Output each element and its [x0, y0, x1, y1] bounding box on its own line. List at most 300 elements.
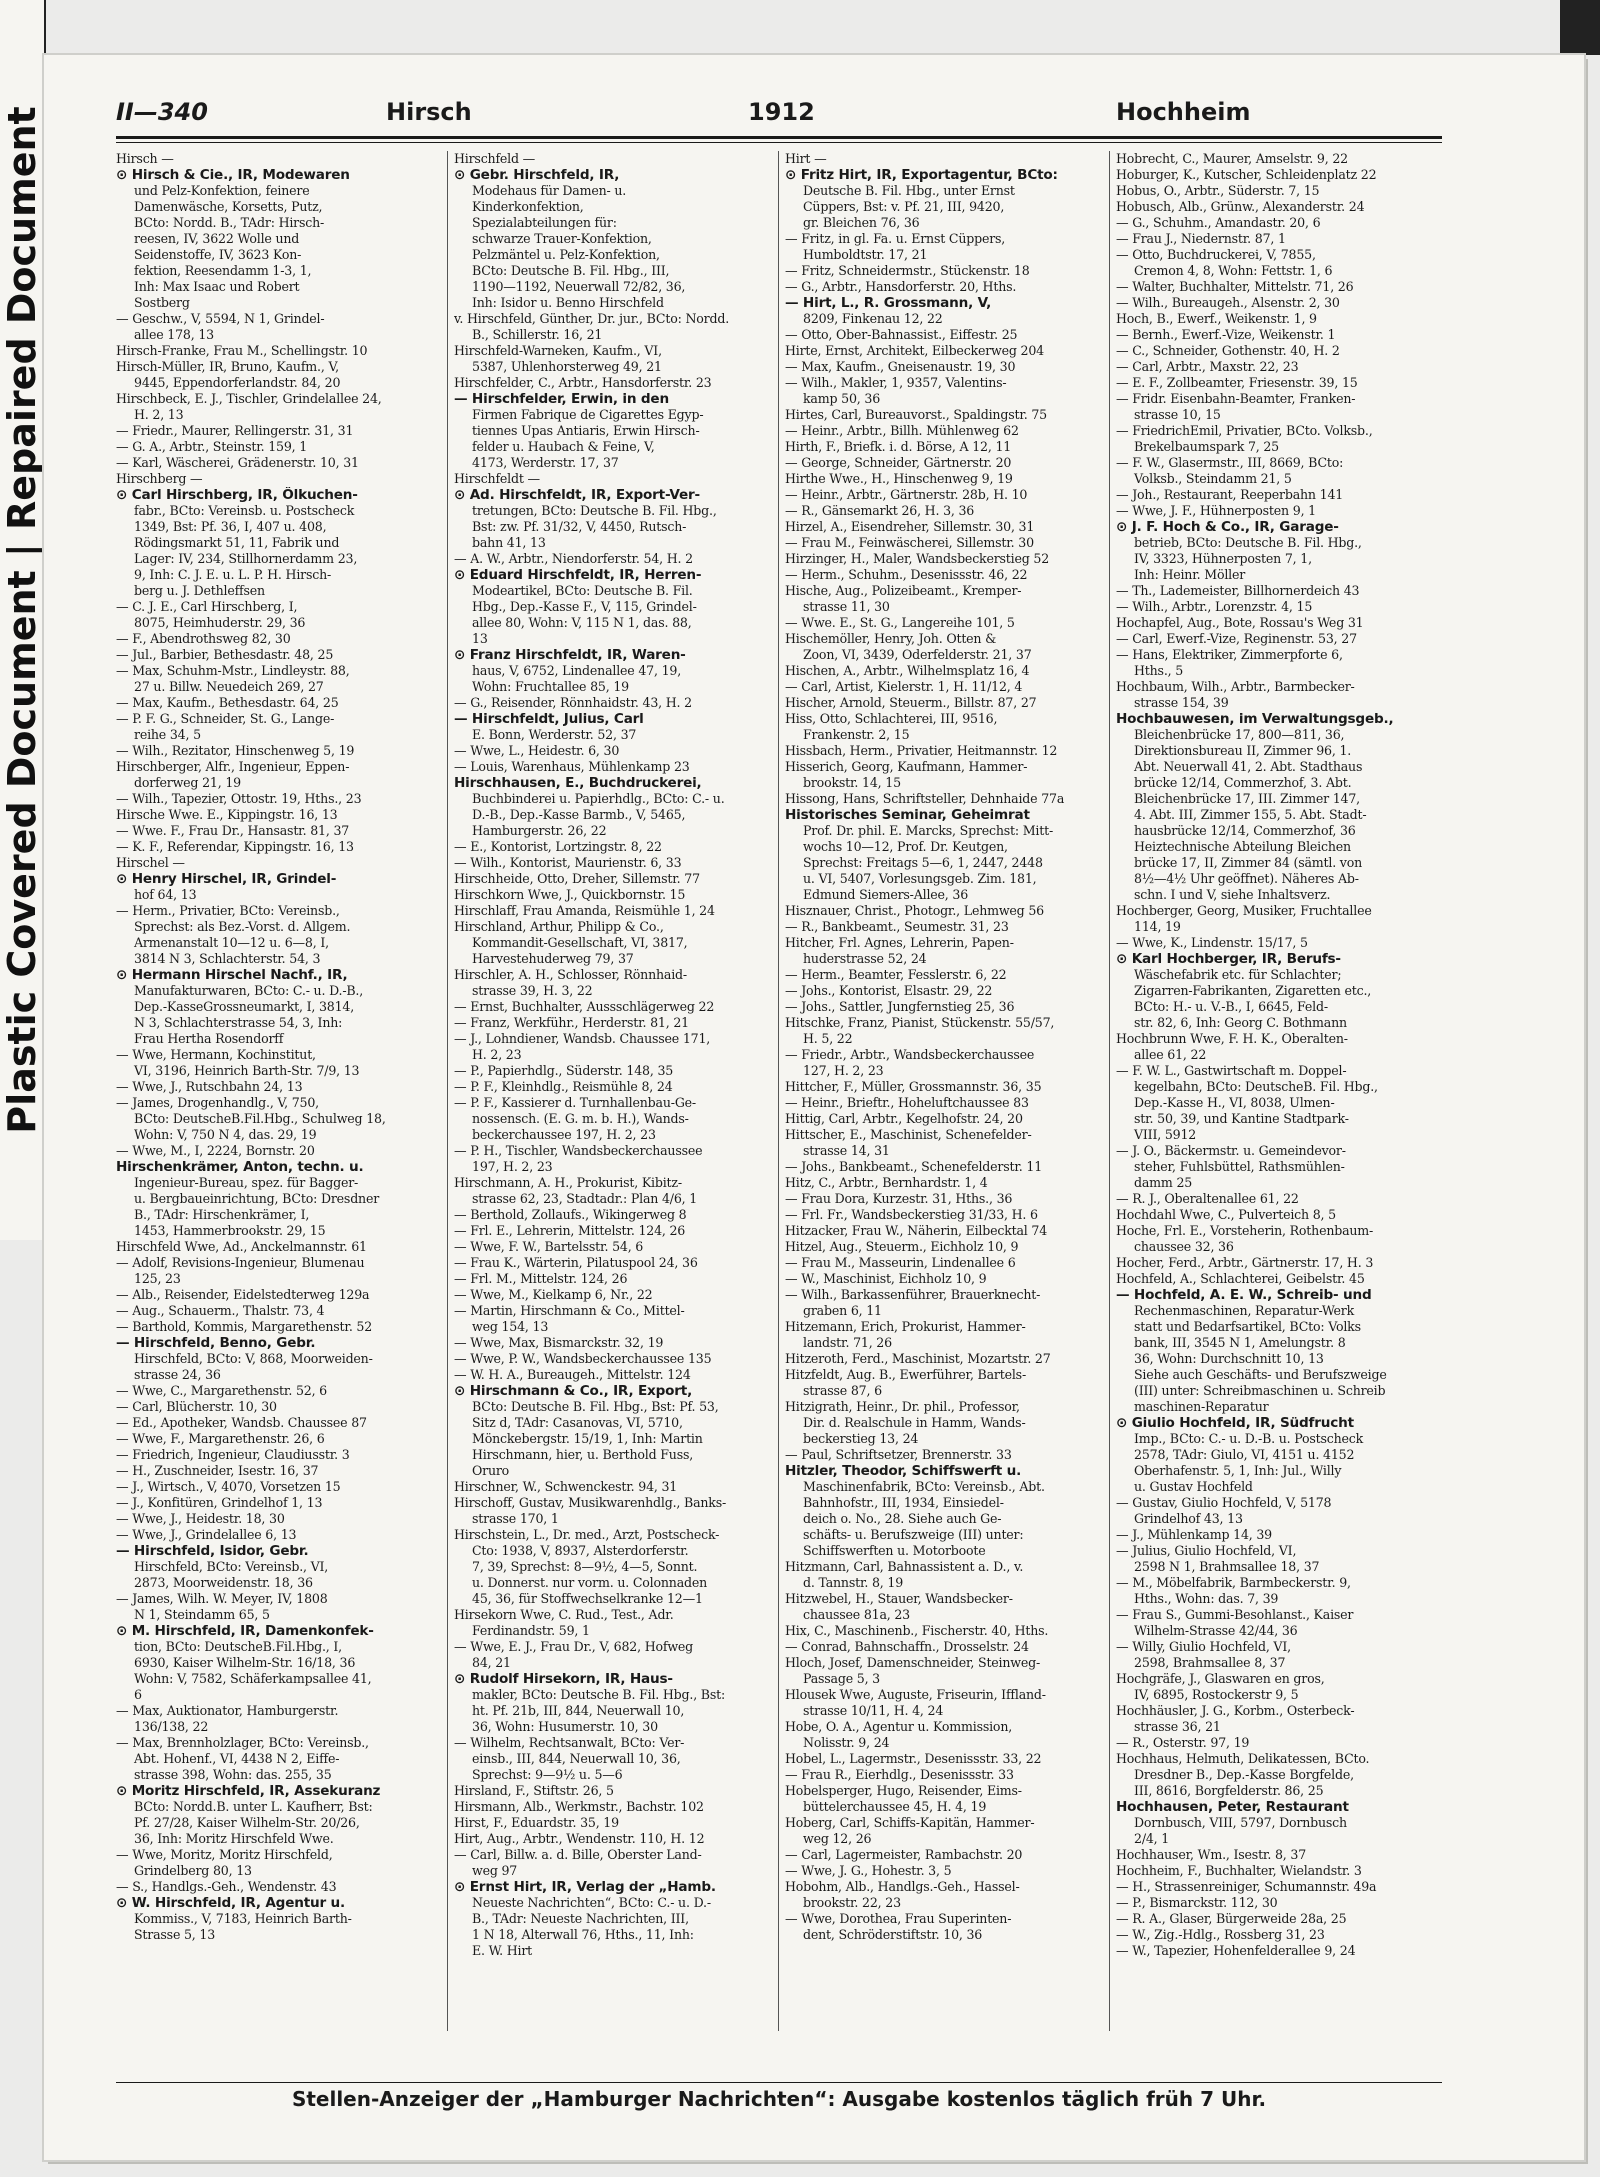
directory-entry-line: Hochhaus, Helmuth, Delikatessen, BCto. [1116, 1751, 1370, 1766]
directory-entry-line: strasse 39, H. 3, 22 [472, 983, 593, 998]
directory-entry-line: — Wwe, M., Kielkamp 6, Nr., 22 [454, 1287, 653, 1302]
directory-entry-line: — Max, Auktionator, Hamburgerstr. [116, 1703, 339, 1718]
directory-entry-line: — Bernh., Ewerf.-Vize, Weikenstr. 1 [1116, 327, 1336, 342]
directory-entry-line: nossensch. (E. G. m. b. H.), Wands- [472, 1111, 689, 1126]
directory-entry-line: — W., Maschinist, Eichholz 10, 9 [785, 1271, 987, 1286]
directory-entry-line: — W., Zig.-Hdlg., Rossberg 31, 23 [1116, 1927, 1325, 1942]
directory-entry-line: 8209, Finkenau 12, 22 [803, 311, 943, 326]
directory-entry-line: D.-B., Dep.-Kasse Barmb., V, 5465, [472, 807, 686, 822]
directory-entry-line: Hirzinger, H., Maler, Wandsbeckerstieg 52 [785, 551, 1050, 566]
directory-entry-line: Dresdner B., Dep.-Kasse Borgfelde, [1134, 1767, 1354, 1782]
directory-entry-line: Cremon 4, 8, Wohn: Fettstr. 1, 6 [1134, 263, 1333, 278]
directory-entry-line: ⊙ Gebr. Hirschfeld, IR, [454, 167, 620, 183]
directory-entry-line: 8½—4½ Uhr geöffnet). Näheres Ab- [1134, 871, 1359, 886]
directory-entry-line: strasse 24, 36 [134, 1367, 221, 1382]
directory-entry-line: — Wwe, M., I, 2224, Bornstr. 20 [116, 1143, 315, 1158]
directory-entry-line: strasse 14, 31 [803, 1143, 890, 1158]
directory-entry-line: 4. Abt. III, Zimmer 155, 5. Abt. Stadt- [1134, 807, 1367, 822]
directory-entry-line: Brekelbaumspark 7, 25 [1134, 439, 1279, 454]
directory-entry-line: — Heinr., Brieftr., Hoheluftchaussee 83 [785, 1095, 1029, 1110]
directory-entry-line: Hitzler, Theodor, Schiffswerft u. [785, 1463, 1022, 1479]
directory-entry-line: Hirsche Wwe. E., Kippingstr. 16, 13 [116, 807, 338, 822]
directory-entry-line: Hitzigrath, Heinr., Dr. phil., Professor, [785, 1399, 1020, 1414]
directory-entry-line: Hirschoff, Gustav, Musikwarenhdlg., Banks- [454, 1495, 727, 1510]
directory-entry-line: 114, 19 [1134, 919, 1181, 934]
directory-entry-line: Hirschlaff, Frau Amanda, Reismühle 1, 24 [454, 903, 715, 918]
directory-entry-line: Hix, C., Maschinenb., Fischerstr. 40, Hths. [785, 1623, 1049, 1638]
scan-corner [1560, 0, 1600, 55]
directory-entry-line: Edmund Siemers-Allee, 36 [803, 887, 969, 902]
directory-entry-line: — Frau K., Wärterin, Pilatuspool 24, 36 [454, 1255, 698, 1270]
directory-entry-line: — Karl, Wäscherei, Grädenerstr. 10, 31 [116, 455, 359, 470]
directory-entry-line: Hitzeroth, Ferd., Maschinist, Mozartstr. 27 [785, 1351, 1051, 1366]
directory-entry-line: 1349, Bst: Pf. 36, I, 407 u. 408, [134, 519, 327, 534]
directory-entry-line: — Ernst, Buchhalter, Aussschlägerweg 22 [454, 999, 715, 1014]
directory-entry-line: Hirschmann, A. H., Prokurist, Kibitz- [454, 1175, 682, 1190]
directory-entry-line: 2873, Moorweidenstr. 18, 36 [134, 1575, 313, 1590]
directory-entry-line: Mönckebergstr. 15/19, 1, Inh: Martin [472, 1431, 703, 1446]
directory-entry-line: strasse 170, 1 [472, 1511, 559, 1526]
directory-entry-line: — Jul., Barbier, Bethesdastr. 48, 25 [116, 647, 334, 662]
directory-entry-line: — W., Tapezier, Hohenfelderallee 9, 24 [1116, 1943, 1356, 1958]
directory-entry-line: schn. I und V, siehe Inhaltsverz. [1134, 887, 1331, 902]
directory-entry-line: ⊙ Hirschmann & Co., IR, Export, [454, 1383, 693, 1399]
directory-entry-line: huderstrasse 52, 24 [803, 951, 927, 966]
directory-entry-line: strasse 10, 15 [1134, 407, 1221, 422]
directory-entry-line: — Hirschfeld, Isidor, Gebr. [116, 1543, 309, 1559]
directory-entry-line: d. Tannstr. 8, 19 [803, 1575, 904, 1590]
directory-entry-line: Hirschfeld-Warneken, Kaufm., VI, [454, 343, 662, 358]
directory-entry-line: ⊙ Franz Hirschfeldt, IR, Waren- [454, 647, 686, 663]
directory-entry-line: Hochhäusler, J. G., Korbm., Osterbeck- [1116, 1703, 1355, 1718]
directory-entry-line: Hirth, F., Briefk. i. d. Börse, A 12, 11 [785, 439, 1012, 454]
directory-entry-line: 2/4, 1 [1134, 1831, 1170, 1846]
directory-entry-line: ⊙ Fritz Hirt, IR, Exportagentur, BCto: [785, 167, 1058, 183]
directory-entry-line: Hirthe Wwe., H., Hinschenweg 9, 19 [785, 471, 1013, 486]
directory-entry-line: Hitzel, Aug., Steuerm., Eichholz 10, 9 [785, 1239, 1019, 1254]
directory-entry-line: BCto: Nordd.B. unter L. Kaufherr, Bst: [134, 1799, 373, 1814]
directory-entry-line: — Wwe, J., Rutschbahn 24, 13 [116, 1079, 303, 1094]
directory-entry-line: Wohn: Fruchtallee 85, 19 [472, 679, 629, 694]
footer-advertisement: Stellen-Anzeiger der „Hamburger Nachrichten“: Ausgabe kostenlos täglich früh 7 Uhr. [116, 2082, 1442, 2112]
directory-entry-line: Cüppers, Bst: v. Pf. 21, III, 9420, [803, 199, 1005, 214]
directory-entry-line: — M., Möbelfabrik, Barmbeckerstr. 9, [1116, 1575, 1351, 1590]
directory-entry-line: — Hirschfeldt, Julius, Carl [454, 711, 644, 727]
directory-entry-line: ⊙ Ernst Hirt, IR, Verlag der „Hamb. [454, 1879, 716, 1895]
directory-entry-line: Hochberger, Georg, Musiker, Fruchtallee [1116, 903, 1372, 918]
directory-entry-line: und Pelz-Konfektion, feinere [134, 183, 310, 198]
header-rule-thick [116, 136, 1442, 139]
directory-entry-line: — James, Drogenhandlg., V, 750, [116, 1095, 319, 1110]
directory-entry-line: — Wilh., Barkassenführer, Brauerknecht- [785, 1287, 1041, 1302]
directory-entry-line: H. 2, 13 [134, 407, 184, 422]
directory-entry-line: schwarze Trauer-Konfektion, [472, 231, 652, 246]
directory-entry-line: — F. W. L., Gastwirtschaft m. Doppel- [1116, 1063, 1347, 1078]
directory-entry-line: — Wwe, Dorothea, Frau Superinten- [785, 1911, 1012, 1926]
directory-entry-line: 4173, Werderstr. 17, 37 [472, 455, 619, 470]
directory-entry-line: Hirschenkrämer, Anton, techn. u. [116, 1159, 364, 1175]
directory-entry-line: — Wwe, J., Heidestr. 18, 30 [116, 1511, 285, 1526]
directory-entry-line: — H., Strassenreiniger, Schumannstr. 49a [1116, 1879, 1377, 1894]
directory-entry-line: makler, BCto: Deutsche B. Fil. Hbg., Bst: [472, 1687, 726, 1702]
directory-entry-line: Kommiss., V, 7183, Heinrich Barth- [134, 1911, 352, 1926]
directory-entry-line: — Otto, Buchdruckerei, V, 7855, [1116, 247, 1316, 262]
directory-entry-line: — P., Bismarckstr. 112, 30 [1116, 1895, 1278, 1910]
directory-entry-line: strasse 154, 39 [1134, 695, 1229, 710]
directory-entry-line: Hoburger, K., Kutscher, Schleidenplatz 22 [1116, 167, 1377, 182]
directory-entry-line: BCto: DeutscheB.Fil.Hbg., Schulweg 18, [134, 1111, 386, 1126]
directory-entry-line: H. 5, 22 [803, 1031, 853, 1046]
directory-entry-line: — Franz, Werkführ., Herderstr. 81, 21 [454, 1015, 689, 1030]
directory-entry-line: — Frau M., Feinwäscherei, Sillemstr. 30 [785, 535, 1034, 550]
directory-entry-line: strasse 398, Wohn: das. 255, 35 [134, 1767, 332, 1782]
directory-entry-line: Hischemöller, Henry, Joh. Otten & [785, 631, 997, 646]
directory-entry-line: — Wwe, J. F., Hühnerposten 9, 1 [1116, 503, 1316, 518]
directory-entry-line: — Friedrich, Ingenieur, Claudiusstr. 3 [116, 1447, 350, 1462]
directory-entry-line: felder u. Haubach & Feine, V, [472, 439, 655, 454]
directory-entry-line: Hitzacker, Frau W., Näherin, Eilbecktal 74 [785, 1223, 1048, 1238]
directory-entry-line: — Max, Kaufm., Gneisenaustr. 19, 30 [785, 359, 1016, 374]
directory-entry-line: — Wilh., Makler, 1, 9357, Valentins- [785, 375, 1007, 390]
directory-entry-line: 36, Wohn: Husumerstr. 10, 30 [472, 1719, 658, 1734]
directory-entry-line: Hirsch — [116, 151, 174, 166]
directory-entry-line: Inh: Isidor u. Benno Hirschfeld [472, 295, 664, 310]
directory-entry-line: schäfts- u. Berufszweige (III) unter: [803, 1527, 1024, 1542]
directory-entry-line: brücke 12/14, Commerzhof, 3. Abt. [1134, 775, 1352, 790]
directory-entry-line: Hochdahl Wwe, C., Pulverteich 8, 5 [1116, 1207, 1336, 1222]
directory-entry-line: — R., Bankbeamt., Seumestr. 31, 23 [785, 919, 1009, 934]
directory-entry-line: — Wwe, P. W., Wandsbeckerchaussee 135 [454, 1351, 712, 1366]
directory-entry-line: — P. H., Tischler, Wandsbeckerchaussee [454, 1143, 703, 1158]
directory-entry-line: — K. F., Referendar, Kippingstr. 16, 13 [116, 839, 354, 854]
directory-entry-line: damm 25 [1134, 1175, 1193, 1190]
directory-entry-line: — C. J. E., Carl Hirschberg, I, [116, 599, 298, 614]
directory-entry-line: — Walter, Buchhalter, Mittelstr. 71, 26 [1116, 279, 1354, 294]
directory-entry-line: weg 154, 13 [472, 1319, 549, 1334]
directory-entry-line: 5387, Uhlenhorsterweg 49, 21 [472, 359, 662, 374]
directory-entry-line: — Wwe. E., St. G., Langereihe 101, 5 [785, 615, 1015, 630]
directory-entry-line: — Geschw., V, 5594, N 1, Grindel- [116, 311, 325, 326]
directory-entry-line: Hirschbeck, E. J., Tischler, Grindelallee 24, [116, 391, 382, 406]
directory-entry-line: 13 [472, 631, 488, 646]
directory-entry-line: — F. W., Glasermstr., III, 8669, BCto: [1116, 455, 1344, 470]
directory-entry-line: — Gustav, Giulio Hochfeld, V, 5178 [1116, 1495, 1332, 1510]
directory-entry-line: 6930, Kaiser Wilhelm-Str. 16/18, 36 [134, 1655, 356, 1670]
directory-entry-line: — Wwe, E. J., Frau Dr., V, 682, Hofweg [454, 1639, 694, 1654]
directory-entry-line: Hirschfelder, C., Arbtr., Hansdorferstr. 23 [454, 375, 712, 390]
directory-entry-line: — Berthold, Zollaufs., Wikingerweg 8 [454, 1207, 687, 1222]
directory-entry-line: dorferweg 21, 19 [134, 775, 241, 790]
directory-entry-line: tiennes Upas Antiaris, Erwin Hirsch- [472, 423, 700, 438]
directory-entry-line: E. W. Hirt [472, 1943, 533, 1958]
column-4 [1109, 151, 1440, 2031]
directory-entry-line: ⊙ Rudolf Hirsekorn, IR, Haus- [454, 1671, 673, 1687]
directory-entry-line: — Frau M., Masseurin, Lindenallee 6 [785, 1255, 1016, 1270]
directory-entry-line: — Wilh., Bureaugeh., Alsenstr. 2, 30 [1116, 295, 1340, 310]
directory-entry-line: Hirschler, A. H., Schlosser, Rönnhaid- [454, 967, 687, 982]
directory-entry-line: 36, Wohn: Durchschnitt 10, 13 [1134, 1351, 1324, 1366]
directory-entry-line: — G., Schuhm., Amandastr. 20, 6 [1116, 215, 1321, 230]
directory-entry-line: Volksb., Steindamm 21, 5 [1134, 471, 1292, 486]
directory-entry-line: Hitzmann, Carl, Bahnassistent a. D., v. [785, 1559, 1024, 1574]
directory-entry-line: Hirschkorn Wwe, J., Quickbornstr. 15 [454, 887, 686, 902]
directory-entry-line: VIII, 5912 [1134, 1127, 1197, 1142]
directory-entry-line: kegelbahn, BCto: DeutscheB. Fil. Hbg., [1134, 1079, 1378, 1094]
directory-entry-line: — Herm., Beamter, Fesslerstr. 6, 22 [785, 967, 1007, 982]
directory-entry-line: Hochfeld, A., Schlachterei, Geibelstr. 45 [1116, 1271, 1365, 1286]
directory-entry-line: — Wwe, J. G., Hohestr. 3, 5 [785, 1863, 952, 1878]
directory-entry-line: Spezialabteilungen für: [472, 215, 617, 230]
directory-entry-line: Bahnhofstr., III, 1934, Einsiedel- [803, 1495, 1004, 1510]
directory-entry-line: Direktionsbureau II, Zimmer 96, 1. [1134, 743, 1352, 758]
directory-entry-line: dent, Schröderstiftstr. 10, 36 [803, 1927, 983, 1942]
directory-entry-line: strasse 87, 6 [803, 1383, 882, 1398]
directory-entry-line: brücke 17, II, Zimmer 84 (sämtl. von [1134, 855, 1363, 870]
directory-entry-line: — Max, Kaufm., Bethesdastr. 64, 25 [116, 695, 339, 710]
directory-entry-line: — Julius, Giulio Hochfeld, VI, [1116, 1543, 1297, 1558]
directory-entry-line: Damenwäsche, Korsetts, Putz, [134, 199, 323, 214]
directory-entry-line: ⊙ M. Hirschfeld, IR, Damenkonfek- [116, 1623, 374, 1639]
directory-entry-line: — Martin, Hirschmann & Co., Mittel- [454, 1303, 685, 1318]
directory-entry-line: maschinen-Reparatur [1134, 1399, 1269, 1414]
directory-entry-line: 1453, Hammerbrookstr. 29, 15 [134, 1223, 326, 1238]
directory-entry-line: — Carl, Billw. a. d. Bille, Oberster Land- [454, 1847, 702, 1862]
directory-entry-line: Hirsch-Franke, Frau M., Schellingstr. 10 [116, 343, 368, 358]
directory-entry-line: — Frau J., Niedernstr. 87, 1 [1116, 231, 1286, 246]
directory-entry-line: graben 6, 11 [803, 1303, 882, 1318]
directory-entry-line: Kommandit-Gesellschaft, VI, 3817, [472, 935, 688, 950]
directory-entry-line: — Friedr., Arbtr., Wandsbeckerchaussee [785, 1047, 1035, 1062]
directory-entry-line: — Herm., Privatier, BCto: Vereinsb., [116, 903, 340, 918]
directory-entry-line: — Joh., Restaurant, Reeperbahn 141 [1116, 487, 1344, 502]
directory-entry-line: Maschinenfabrik, BCto: Vereinsb., Abt. [803, 1479, 1045, 1494]
directory-entry-line: — FriedrichEmil, Privatier, BCto. Volksb., [1116, 423, 1373, 438]
directory-entry-line: ⊙ Moritz Hirschfeld, IR, Assekuranz [116, 1783, 381, 1799]
directory-page [116, 92, 1442, 2112]
directory-entry-line: str. 50, 39, und Kantine Stadtpark- [1134, 1111, 1349, 1126]
directory-entry-line: — J., Lohndiener, Wandsb. Chaussee 171, [454, 1031, 711, 1046]
directory-entry-line: deich o. No., 28. Siehe auch Ge- [803, 1511, 1002, 1526]
directory-entry-line: Hirte, Ernst, Architekt, Eilbeckerweg 204 [785, 343, 1044, 358]
directory-entry-line: Hirschheide, Otto, Dreher, Sillemstr. 77 [454, 871, 700, 886]
directory-entry-line: B., TAdr: Neueste Nachrichten, III, [472, 1911, 689, 1926]
directory-entry-line: — R., Osterstr. 97, 19 [1116, 1735, 1250, 1750]
directory-entry-line: Zigarren-Fabrikanten, Zigaretten etc., [1134, 983, 1372, 998]
directory-entry-line: Hitcher, Frl. Agnes, Lehrerin, Papen- [785, 935, 1014, 950]
directory-entry-line: — Fritz, Schneidermstr., Stückenstr. 18 [785, 263, 1030, 278]
directory-entry-line: allee 61, 22 [1134, 1047, 1207, 1062]
directory-entry-line: Passage 5, 3 [803, 1671, 880, 1686]
directory-entry-line: — Hirschfelder, Erwin, in den [454, 391, 669, 407]
directory-entry-line: Hirschfeld, BCto: V, 868, Moorweiden- [134, 1351, 373, 1366]
directory-entry-line: IV, 3323, Hühnerposten 7, 1, [1134, 551, 1312, 566]
page-number: II—340 [116, 98, 208, 126]
directory-entry-line: Heiztechnische Abteilung Bleichen [1134, 839, 1351, 854]
directory-entry-line: Hbg., Dep.-Kasse F., V, 115, Grindel- [472, 599, 697, 614]
directory-entry-line: — J., Konfitüren, Grindelhof 1, 13 [116, 1495, 323, 1510]
directory-entry-line: steher, Fuhlsbüttel, Rathsmühlen- [1134, 1159, 1345, 1174]
directory-entry-line: Hirt, Aug., Arbtr., Wendenstr. 110, H. 12 [454, 1831, 705, 1846]
directory-entry-line: Cto: 1938, V, 8937, Alsterdorferstr. [472, 1543, 689, 1558]
directory-entry-line: weg 12, 26 [803, 1831, 872, 1846]
directory-entry-line: — Hirt, L., R. Grossmann, V, [785, 295, 992, 311]
column-1 [116, 151, 447, 2031]
directory-entry-line: N 3, Schlachterstrasse 54, 3, Inh: [134, 1015, 343, 1030]
directory-entry-line: 8075, Heimhuderstr. 29, 36 [134, 615, 306, 630]
directory-entry-line: Hobrecht, C., Maurer, Amselstr. 9, 22 [1116, 151, 1348, 166]
directory-entry-line: Hitschke, Franz, Pianist, Stückenstr. 55/57, [785, 1015, 1055, 1030]
directory-entry-line: Inh: Max Isaac und Robert [134, 279, 300, 294]
directory-entry-line: 45, 36, für Stoffwechselkranke 12—1 [472, 1591, 703, 1606]
directory-entry-line: brookstr. 14, 15 [803, 775, 901, 790]
directory-entry-line: Wäschefabrik etc. für Schlachter; [1134, 967, 1342, 982]
directory-entry-line: tretungen, BCto: Deutsche B. Fil. Hbg., [472, 503, 717, 518]
directory-entry-line: Hitz, C., Arbtr., Bernhardstr. 1, 4 [785, 1175, 988, 1190]
directory-entry-line: Hirsch-Müller, IR, Bruno, Kaufm., V, [116, 359, 339, 374]
directory-entry-line: Hitzwebel, H., Stauer, Wandsbecker- [785, 1591, 1013, 1606]
directory-entry-line: 9445, Eppendorferlandstr. 84, 20 [134, 375, 341, 390]
directory-entry-line: — Frau S., Gummi-Besohlanst., Kaiser [1116, 1607, 1354, 1622]
directory-entry-line: Wilhelm-Strasse 42/44, 36 [1134, 1623, 1298, 1638]
directory-entry-line: — E. F., Zollbeamter, Friesenstr. 39, 15 [1116, 375, 1358, 390]
directory-entry-line: Dep.-KasseGrossneumarkt, I, 3814, [134, 999, 355, 1014]
directory-entry-line: Inh: Heinr. Möller [1134, 567, 1246, 582]
directory-entry-line: 7, 39, Sprechst: 8—9½, 4—5, Sonnt. [472, 1559, 698, 1574]
directory-entry-line: Hirst, F., Eduardstr. 35, 19 [454, 1815, 619, 1830]
directory-entry-line: B., Schillerstr. 16, 21 [472, 327, 603, 342]
directory-entry-line: Hirschberg — [116, 471, 203, 486]
directory-entry-line: — Wwe. F., Frau Dr., Hansastr. 81, 37 [116, 823, 350, 838]
directory-entry-line: ⊙ Giulio Hochfeld, IR, Südfrucht [1116, 1415, 1354, 1431]
column-2 [447, 151, 778, 2031]
directory-entry-line: — J., Wirtsch., V, 4070, Vorsetzen 15 [116, 1479, 341, 1494]
directory-entry-line: — J., Mühlenkamp 14, 39 [1116, 1527, 1272, 1542]
directory-entry-line: 27 u. Billw. Neuedeich 269, 27 [134, 679, 324, 694]
directory-entry-line: u. Gustav Hochfeld [1134, 1479, 1253, 1494]
directory-entry-line: Hischer, Arnold, Steuerm., Billstr. 87, 27 [785, 695, 1037, 710]
directory-entry-line: Hirschland, Arthur, Philipp & Co., [454, 919, 664, 934]
directory-entry-line: fektion, Reesendamm 1-3, 1, [134, 263, 312, 278]
directory-entry-line: Hittig, Carl, Arbtr., Kegelhofstr. 24, 20 [785, 1111, 1023, 1126]
directory-entry-line: Humboldtstr. 17, 21 [803, 247, 928, 262]
directory-entry-line: Pf. 27/28, Kaiser Wilhelm-Str. 20/26, [134, 1815, 360, 1830]
directory-entry-line: — Willy, Giulio Hochfeld, VI, [1116, 1639, 1291, 1654]
directory-entry-line: kamp 50, 36 [803, 391, 881, 406]
directory-entry-line: ⊙ Hermann Hirschel Nachf., IR, [116, 967, 348, 983]
directory-entry-line: Hirschfeld Wwe, Ad., Anckelmannstr. 61 [116, 1239, 367, 1254]
directory-entry-line: — Wwe, Max, Bismarckstr. 32, 19 [454, 1335, 664, 1350]
directory-entry-line: — C., Schneider, Gothenstr. 40, H. 2 [1116, 343, 1340, 358]
directory-entry-line: — P. F., Kassierer d. Turnhallenbau-Ge- [454, 1095, 696, 1110]
directory-entry-line: Wohn: V, 750 N 4, das. 29, 19 [134, 1127, 317, 1142]
cover-label [0, 0, 46, 1240]
directory-entry-line: bahn 41, 13 [472, 535, 546, 550]
directory-entry-line: — A. W., Arbtr., Niendorferstr. 54, H. 2 [454, 551, 693, 566]
directory-entry-line: — Adolf, Revisions-Ingenieur, Blumenau [116, 1255, 365, 1270]
directory-entry-line: ⊙ W. Hirschfeld, IR, Agentur u. [116, 1895, 345, 1911]
directory-entry-line: Harvestehuderweg 79, 37 [472, 951, 634, 966]
directory-entry-line: — George, Schneider, Gärtnerstr. 20 [785, 455, 1012, 470]
directory-entry-line: — Wwe, L., Heidestr. 6, 30 [454, 743, 620, 758]
directory-entry-line: — Barthold, Kommis, Margarethenstr. 52 [116, 1319, 373, 1334]
directory-entry-line: Hirzel, A., Eisendreher, Sillemstr. 30, 31 [785, 519, 1035, 534]
directory-entry-line: — Wwe, Moritz, Moritz Hirschfeld, [116, 1847, 333, 1862]
directory-entry-line: — Max, Schuhm-Mstr., Lindleystr. 88, [116, 663, 350, 678]
directory-entry-line: B., TAdr: Hirschenkrämer, I, [134, 1207, 310, 1222]
directory-entry-line: 197, H. 2, 23 [472, 1159, 553, 1174]
directory-entry-line: — Hans, Elektriker, Zimmerpforte 6, [1116, 647, 1343, 662]
directory-entry-line: berg u. J. Dethleffsen [134, 583, 265, 598]
directory-entry-line: Armenanstalt 10—12 u. 6—8, I, [134, 935, 329, 950]
directory-entry-line: — Wwe, J., Grindelallee 6, 13 [116, 1527, 297, 1542]
directory-entry-line: Rödingsmarkt 51, 11, Fabrik und [134, 535, 340, 550]
directory-entry-line: — Alb., Reisender, Eidelstedterweg 129a [116, 1287, 370, 1302]
directory-entry-line: ⊙ Ad. Hirschfeldt, IR, Export-Ver- [454, 487, 700, 503]
directory-entry-line: 9, Inh: C. J. E. u. L. P. H. Hirsch- [134, 567, 332, 582]
directory-entry-line: Sprechst: 9—9½ u. 5—6 [472, 1767, 623, 1782]
directory-entry-line: 3814 N 3, Schlachterstr. 54, 3 [134, 951, 321, 966]
directory-entry-line: beckerchaussee 197, H. 2, 23 [472, 1127, 656, 1142]
directory-entry-line: Prof. Dr. phil. E. Marcks, Sprechst: Mitt- [803, 823, 1054, 838]
directory-entry-line: 84, 21 [472, 1655, 511, 1670]
directory-entry-line: Hobel, L., Lagermstr., Desenissstr. 33, 22 [785, 1751, 1042, 1766]
directory-entry-line: Manufakturwaren, BCto: C.- u. D.-B., [134, 983, 364, 998]
directory-entry-line: Hirschhausen, E., Buchdruckerei, [454, 775, 702, 791]
directory-entry-line: — P., Papierhdlg., Süderstr. 148, 35 [454, 1063, 674, 1078]
directory-entry-line: Bleichenbrücke 17, III. Zimmer 147, [1134, 791, 1360, 806]
directory-entry-line: — Frau Dora, Kurzestr. 31, Hths., 36 [785, 1191, 1013, 1206]
directory-entry-line: Hochbrunn Wwe, F. H. K., Oberalten- [1116, 1031, 1348, 1046]
directory-entry-line: — Carl, Lagermeister, Rambachstr. 20 [785, 1847, 1023, 1862]
directory-entry-line: BCto: Deutsche B. Fil. Hbg., III, [472, 263, 670, 278]
directory-entry-line: Hissbach, Herm., Privatier, Heitmannstr. 12 [785, 743, 1058, 758]
directory-entry-line: Neueste Nachrichten“, BCto: C.- u. D.- [472, 1895, 711, 1910]
directory-entry-line: BCto: Deutsche B. Fil. Hbg., Bst: Pf. 53, [472, 1399, 719, 1414]
directory-entry-line: Lager: IV, 234, Stillhornerdamm 23, [134, 551, 358, 566]
directory-entry-line: Hisserich, Georg, Kaufmann, Hammer- [785, 759, 1028, 774]
directory-entry-line: Frau Hertha Rosendorff [134, 1031, 284, 1046]
directory-entry-line: Ingenieur-Bureau, spez. für Bagger- [134, 1175, 359, 1190]
directory-entry-line: Kinderkonfektion, [472, 199, 584, 214]
directory-entry-line: — Wilh., Arbtr., Lorenzstr. 4, 15 [1116, 599, 1313, 614]
directory-entry-line: Deutsche B. Fil. Hbg., unter Ernst [803, 183, 1015, 198]
directory-entry-line: — Wilh., Tapezier, Ottostr. 19, Hths., 23 [116, 791, 362, 806]
directory-entry-line: Hissong, Hans, Schriftsteller, Dehnhaide 77a [785, 791, 1065, 806]
column-3 [778, 151, 1109, 2031]
directory-entry-line: Sostberg [134, 295, 190, 310]
directory-entry-line: — W. H. A., Bureaugeh., Mittelstr. 124 [454, 1367, 691, 1382]
directory-entry-line: Hloch, Josef, Damenschneider, Steinweg- [785, 1655, 1041, 1670]
directory-entry-line: — Wwe, C., Margarethenstr. 52, 6 [116, 1383, 327, 1398]
directory-entry-line: strasse 11, 30 [803, 599, 890, 614]
directory-entry-line: Nolisstr. 9, 24 [803, 1735, 890, 1750]
directory-entry-line: — P. F., Kleinhdlg., Reismühle 8, 24 [454, 1079, 673, 1094]
directory-entry-line: 125, 23 [134, 1271, 181, 1286]
directory-entry-line: IV, 6895, Rostockerstr 9, 5 [1134, 1687, 1299, 1702]
header-left-word: Hirsch [386, 98, 472, 126]
directory-entry-line: Hirschstein, L., Dr. med., Arzt, Postscheck- [454, 1527, 720, 1542]
directory-entry-line: Modehaus für Damen- u. [472, 183, 627, 198]
directory-entry-line: statt und Bedarfsartikel, BCto: Volks [1134, 1319, 1361, 1334]
directory-entry-line: Hirschfeld, BCto: Vereinsb., VI, [134, 1559, 329, 1574]
directory-entry-line: Sprechst: als Bez.-Vorst. d. Allgem. [134, 919, 351, 934]
directory-entry-line: — Th., Lademeister, Billhornerdeich 43 [1116, 583, 1360, 598]
directory-entry-line: Hoch, B., Ewerf., Weikenstr. 1, 9 [1116, 311, 1317, 326]
directory-entry-line: Hobus, O., Arbtr., Süderstr. 7, 15 [1116, 183, 1320, 198]
directory-entry-line: einsb., III, 844, Neuerwall 10, 36, [472, 1751, 681, 1766]
directory-entry-line: — Herm., Schuhm., Desenissstr. 46, 22 [785, 567, 1028, 582]
directory-entry-line: — Wilh., Kontorist, Maurienstr. 6, 33 [454, 855, 682, 870]
